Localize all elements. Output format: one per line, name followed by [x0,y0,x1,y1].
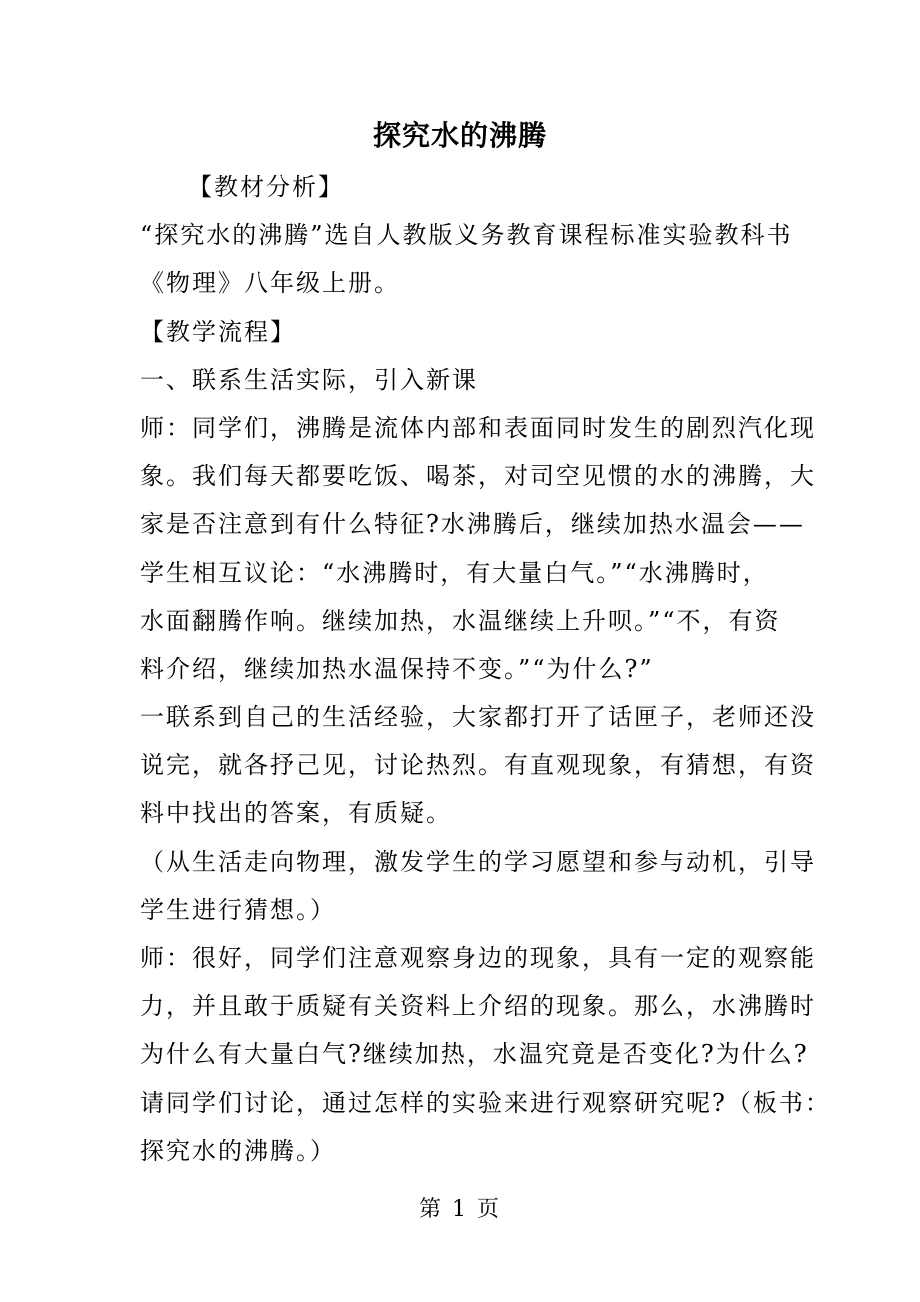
paragraph-line: 师：同学们，沸腾是流体内部和表面同时发生的剧烈汽化现 [140,413,816,442]
document-title: 探究水的沸腾 [372,119,547,152]
paragraph-line: 师：很好，同学们注意观察身边的现象，具有一定的观察能 [140,944,816,972]
paragraph-line: 一联系到自己的生活经验，大家都打开了话匣子，老师还没 [140,703,816,732]
document-body [140,163,831,1175]
paragraph-line: 力，并且敢于质疑有关资料上介绍的现象。那么，水沸腾时 [140,992,816,1021]
section-heading-process: 【教学流程】 [140,317,296,346]
paragraph-line: “探究水的沸腾”选自人教版义务教育课程标准实验教科书 [140,221,793,250]
paragraph-line: 探究水的沸腾。） [140,1136,336,1165]
subsection-heading: 一、联系生活实际，引入新课 [140,365,478,394]
paragraph-line: 水面翻腾作响。继续加热，水温继续上升呗。”“不，有资 [140,606,781,635]
paragraph-line: （从生活走向物理，激发学生的学习愿望和参与动机，引导 [140,847,816,876]
paragraph-line: 《物理》八年级上册。 [140,269,400,298]
page-number: 第 1 页 [419,1197,501,1222]
paragraph-line: 料介绍，继续加热水温保持不变。”“为什么?” [140,654,654,683]
paragraph-line: 学生进行猜想。） [140,895,336,924]
paragraph-line: 为什么有大量白气?继续加热，水温究竟是否变化?为什么? [140,1040,809,1069]
paragraph-line: 家是否注意到有什么特征?水沸腾后，继续加热水温会—— [140,510,805,539]
paragraph-line: 学生相互议论：“水沸腾时，有大量白气。”“水沸腾时， [140,558,769,587]
paragraph-line: 说完，就各抒己见，讨论热烈。有直观现象，有猜想，有资 [140,751,816,780]
section-heading-materials: 【教材分析】 [188,173,344,201]
paragraph-line: 请同学们讨论，通过怎样的实验来进行观察研究呢?（板书： [140,1088,831,1117]
paragraph-line: 料中找出的答案，有质疑。 [140,799,452,828]
paragraph-line: 象。我们每天都要吃饭、喝茶，对司空见惯的水的沸腾，大 [140,462,816,491]
